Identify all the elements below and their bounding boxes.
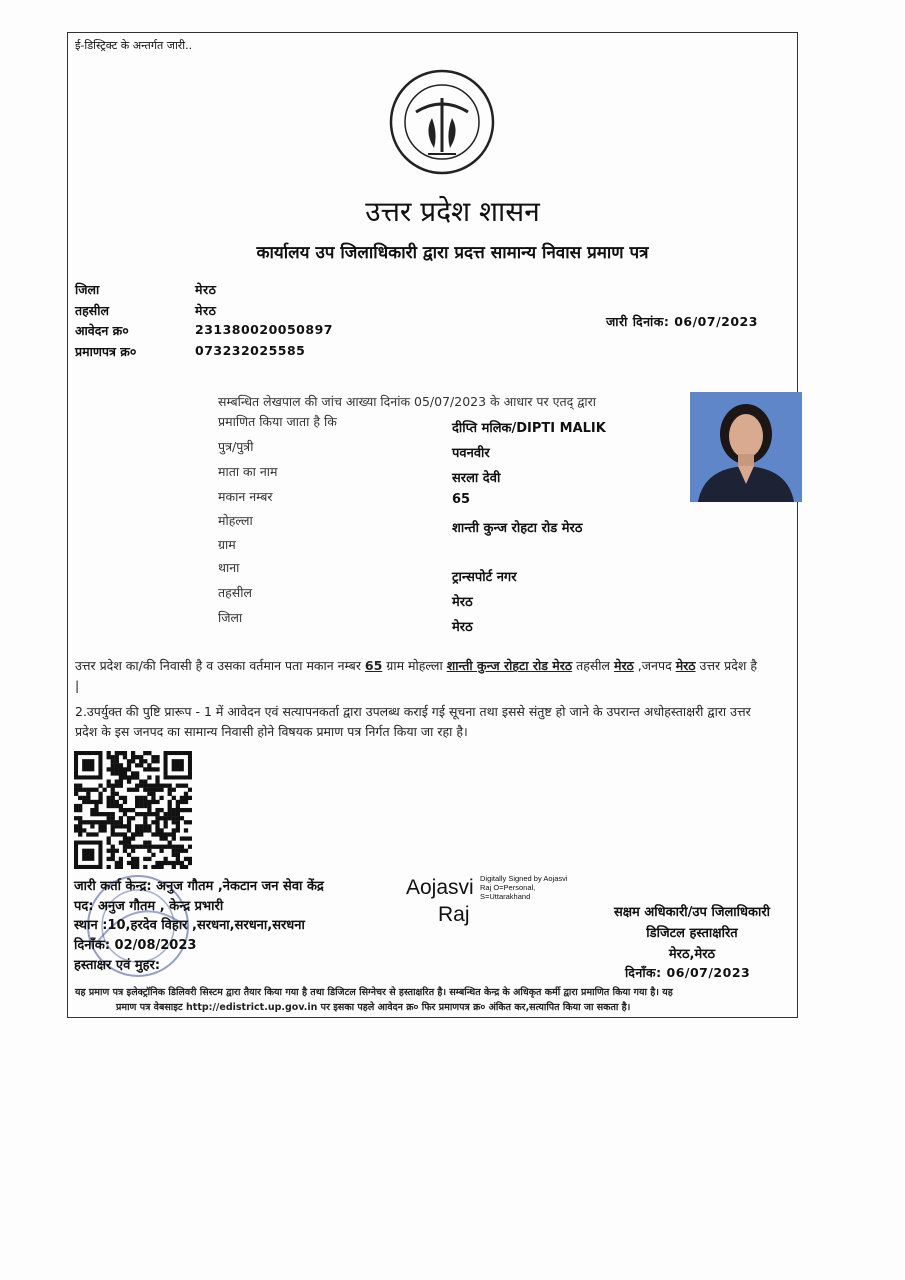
detail-value-police-station: ट्रान्सपोर्ट नगर (452, 570, 517, 585)
detail-value-mohalla: शान्ती कुन्ज रोहटा रोड मेरठ (452, 521, 583, 536)
issue-date: जारी दिनांक: 06/07/2023 (606, 314, 758, 329)
authority-title: सक्षम अधिकारी/उप जिलाधिकारी (613, 905, 771, 920)
document-title: उत्तर प्रदेश शासन (365, 195, 540, 228)
tehsil-value: मेरठ (195, 303, 217, 318)
footer-note-line-2: प्रमाण पत्र वेबसाइट http://edistrict.up.gov.in पर इसका पहले आवेदन क्र० फिर प्रमाणपत्र क्र० अंकित कर,सत्यापित किया जा सकता है। (116, 1002, 631, 1013)
authority-signed: डिजिटल हस्ताक्षरित (646, 926, 738, 941)
detail-label: ग्राम (218, 537, 236, 552)
intro-line: सम्बन्धित लेखपाल की जांच आख्या दिनांक 05/07/2023 के आधार पर एतद् द्वारा (218, 394, 597, 409)
digital-signature-details: Digitally Signed by Aojasvi Raj O=Personal, S=Uttarakhand (480, 874, 568, 901)
application-value: 231380020050897 (195, 322, 333, 337)
detail-value-father: पवनवीर (452, 446, 490, 461)
authority-date: दिनाँक: 06/07/2023 (625, 965, 751, 980)
digital-signer-name-2: Raj (438, 903, 470, 926)
authority-place: मेरठ,मेरठ (668, 947, 716, 962)
detail-value-tehsil: मेरठ (452, 595, 473, 610)
issuer-center: जारी कर्ता केन्द्र: अनुज गौतम ,नेकटान जन सेवा केंद्र (74, 879, 324, 894)
detail-value-mother: सरला देवी (452, 471, 501, 486)
residence-paragraph: उत्तर प्रदेश का/की निवासी है व उसका वर्तमान पता मकान नम्बर 65 ग्राम मोहल्ला शान्ती कुन्ज रोहटा रोड मेरठ तहसील मेरठ ,जनपद मेरठ उत्तर प्रदेश है | (75, 658, 757, 693)
detail-label: मकान नम्बर (218, 489, 273, 504)
authority-block (584, 902, 800, 965)
detail-label: पुत्र/पुत्री (218, 439, 254, 454)
detail-label: प्रमाणित किया जाता है कि (218, 414, 337, 429)
detail-label: तहसील (218, 585, 252, 600)
detail-label: माता का नाम (218, 464, 278, 479)
certificate-value: 073232025585 (195, 343, 306, 358)
district-value: मेरठ (195, 282, 217, 297)
qr-code (74, 751, 192, 869)
issuer-location: स्थान :10,हरदेव विहार ,सरधना,सरधना,सरधना (74, 918, 305, 933)
detail-label: थाना (218, 560, 240, 575)
application-label: आवेदन क्र० (75, 323, 129, 338)
up-government-emblem (388, 68, 496, 176)
footer-note-line-1: यह प्रमाण पत्र इलेक्ट्रॉनिक डिलिवरी सिस्टम द्वारा तैयार किया गया है तथा डिजिटल सिग्नेचर से हस्ताक्षरित है। सम्बन्धित केन्द्र के अधिकृत कर्मी द्वारा प्रमाणित किया गया है। यह (75, 987, 673, 998)
detail-value-name: दीप्ति मलिक/DIPTI MALIK (452, 421, 606, 436)
issuer-signature-label: हस्ताक्षर एवं मुहर: (74, 958, 161, 973)
digital-signer-name: Aojasvi (406, 876, 474, 899)
applicant-photo (690, 392, 802, 502)
issuer-designation: पद: अनुज गौतम , केन्द्र प्रभारी (74, 899, 224, 914)
certificate-label: प्रमाणपत्र क्र० (75, 344, 137, 359)
detail-value-house: 65 (452, 492, 471, 507)
detail-value-district: मेरठ (452, 620, 473, 635)
document-subtitle: कार्यालय उप जिलाधिकारी द्वारा प्रदत्त सामान्य निवास प्रमाण पत्र (256, 243, 649, 263)
tehsil-label: तहसील (75, 303, 109, 318)
confirmation-paragraph: 2.उपर्युक्त की पुष्टि प्रारूप - 1 में आवेदन एवं सत्यापनकर्ता द्वारा उपलब्ध कराई गई सूचना तथा इससे संतुष्ट हो जाने के उपरान्त अधोहस्ताक्षरी द्वारा उत्तर प्रदेश के इस जनपद का सामान्य निवासी होने विषयक प्रमाण पत्र निर्गत किया जा रहा है। (75, 704, 751, 739)
detail-label: जिला (218, 610, 243, 625)
district-label: जिला (75, 282, 100, 297)
detail-label: मोहल्ला (218, 513, 253, 528)
header-note: ई-डिस्ट्रिक्ट के अन्तर्गत जारी.. (75, 39, 193, 52)
issuer-date: दिनाँक: 02/08/2023 (74, 938, 197, 953)
